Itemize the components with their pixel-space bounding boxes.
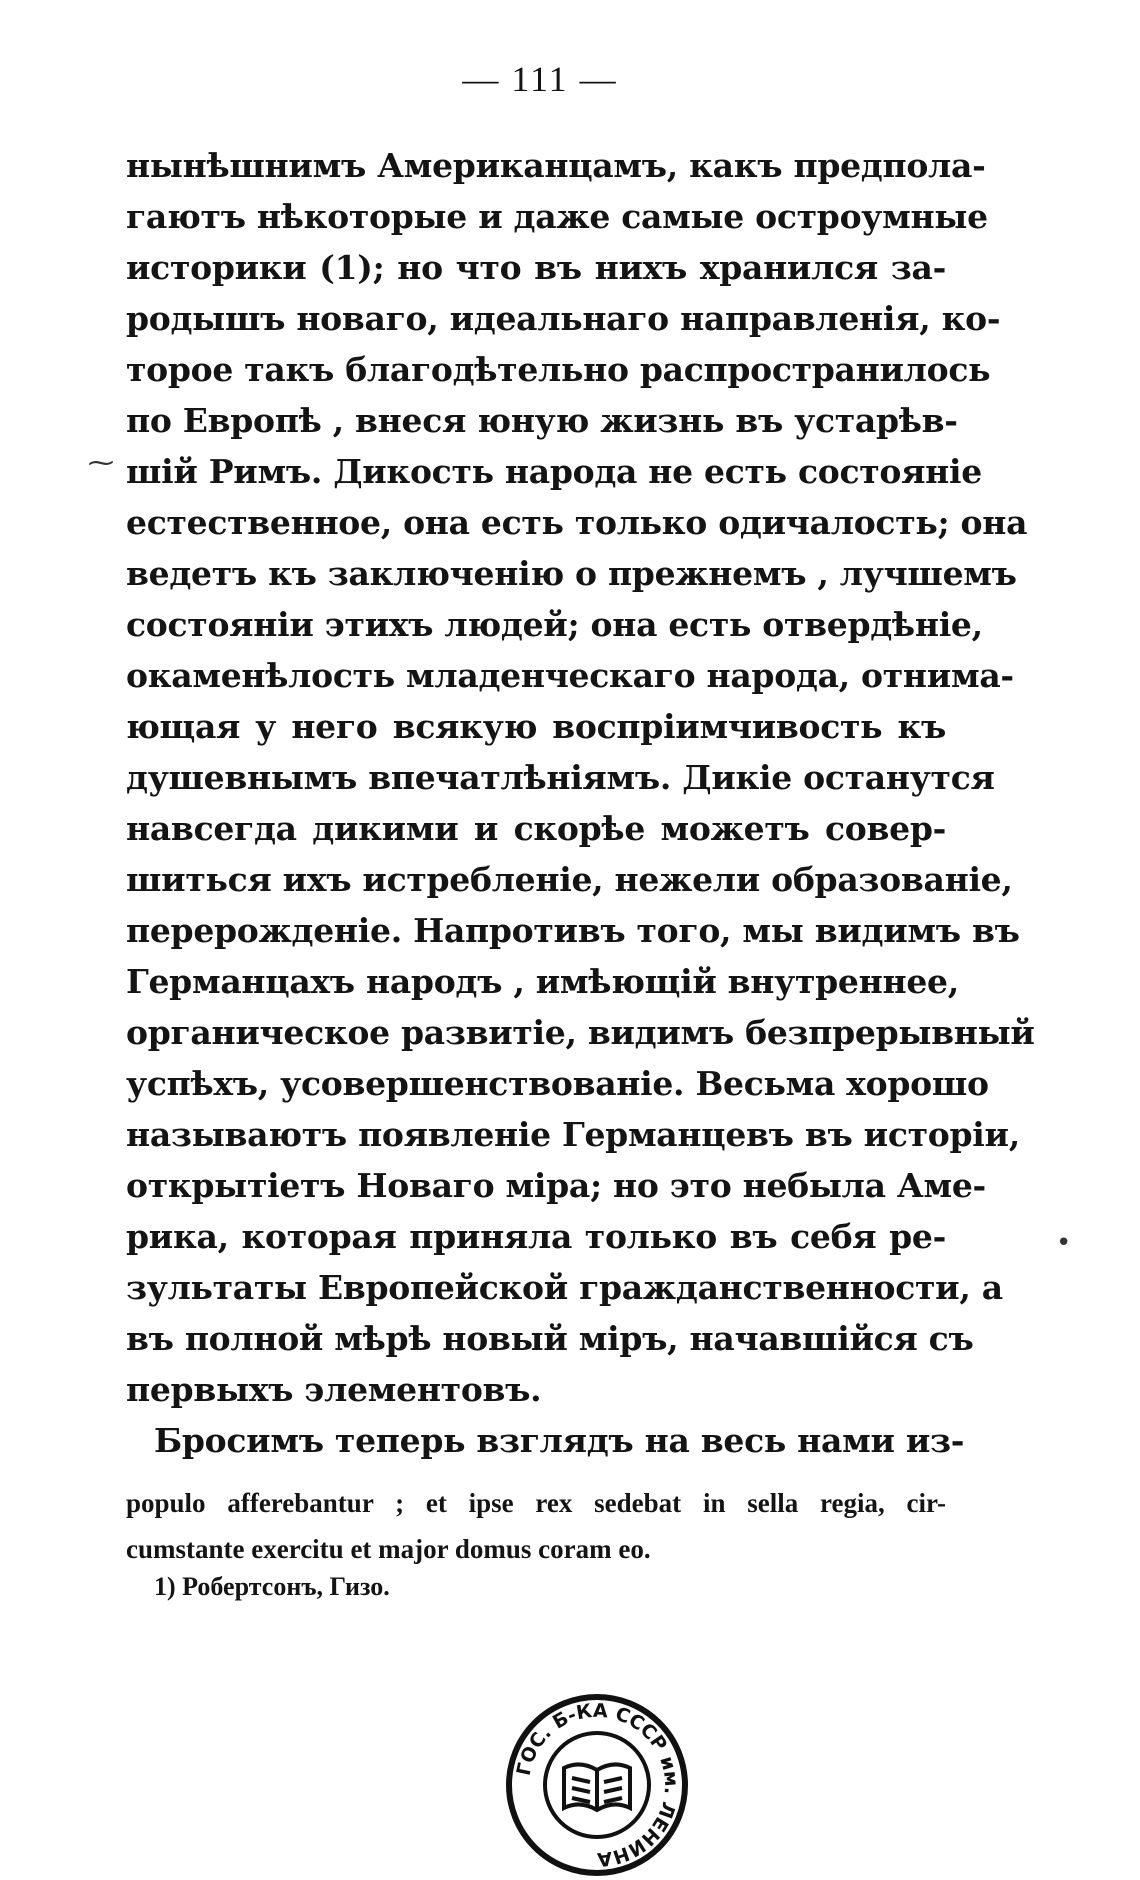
page-number: — 111 — — [462, 59, 618, 99]
text-line: историки (1); но что въ нихъ хранился за- — [126, 248, 946, 287]
text-line: навсегда дикими и скорѣе можетъ совер- — [126, 809, 946, 848]
text-line: Бросимъ теперь взглядъ на весь нами из- — [154, 1421, 965, 1460]
text-line: ющая у него всякую воспріимчивость къ — [126, 707, 946, 746]
text-line: естественное, она есть только одичалость; она — [126, 503, 1028, 542]
body-text — [126, 140, 1035, 1466]
margin-tick-mark: ⁓ — [88, 448, 114, 478]
latin-line: cumstante exercitu et major domus coram eo. — [126, 1534, 651, 1564]
text-line: органическое развитіе, видимъ безпрерывный — [126, 1013, 1035, 1052]
footnote: 1) Робертсонъ, Гизо. — [154, 1572, 390, 1601]
text-line: успѣхъ, усовершенствованіе. Весьма хорошо — [126, 1064, 989, 1103]
text-line: окаменѣлость младенческаго народа, отнима- — [126, 656, 1014, 695]
text-line: шій Римъ. Дикость народа не есть состояніе — [126, 452, 982, 491]
text-line: рика, которая приняла только въ себя ре- — [126, 1217, 946, 1256]
text-line: гаютъ нѣкоторые и даже самые остроумные — [126, 197, 988, 236]
latin-line: populo afferebantur ; et ipse rex sedebat in sella regia, cir- — [126, 1488, 946, 1518]
text-line: Германцахъ народъ , имѣющій внутреннее, — [126, 962, 959, 1001]
latin-quote — [126, 1480, 946, 1572]
text-line: родышъ новаго, идеальнаго направленія, ко- — [126, 299, 1001, 338]
text-line: ведетъ къ заключенію о прежнемъ , лучшемъ — [126, 554, 1017, 593]
text-line: перерожденіе. Напротивъ того, мы видимъ въ — [126, 911, 1020, 950]
text-line: душевнымъ впечатлѣніямъ. Дикіе останутся — [126, 758, 995, 797]
text-line: состояніи этихъ людей; она есть отвердѣніе, — [126, 605, 983, 644]
text-line: торое такъ благодѣтельно распространилось — [126, 350, 991, 389]
margin-dot-mark: • — [1056, 1228, 1072, 1258]
library-stamp — [502, 1690, 692, 1880]
book-icon — [564, 1764, 630, 1810]
text-line: нынѣшнимъ Американцамъ, какъ предпола- — [126, 146, 986, 185]
text-line: открытіетъ Новаго міра; но это небыла Аме- — [126, 1166, 986, 1205]
text-line: по Европѣ , внеся юную жизнь въ устарѣв- — [126, 401, 958, 440]
text-line: шиться ихъ истребленіе, нежели образованіе, — [126, 860, 1013, 899]
text-line: первыхъ элементовъ. — [126, 1370, 542, 1409]
text-line: зультаты Европейской гражданственности, а — [126, 1268, 1003, 1307]
text-line: называютъ появленіе Германцевъ въ исторіи, — [126, 1115, 1020, 1154]
stamp-text: ГОС. Б-КА СССР им. ЛЕНИНА — [512, 1699, 683, 1871]
text-line: въ полной мѣрѣ новый міръ, начавшійся съ — [126, 1319, 974, 1358]
